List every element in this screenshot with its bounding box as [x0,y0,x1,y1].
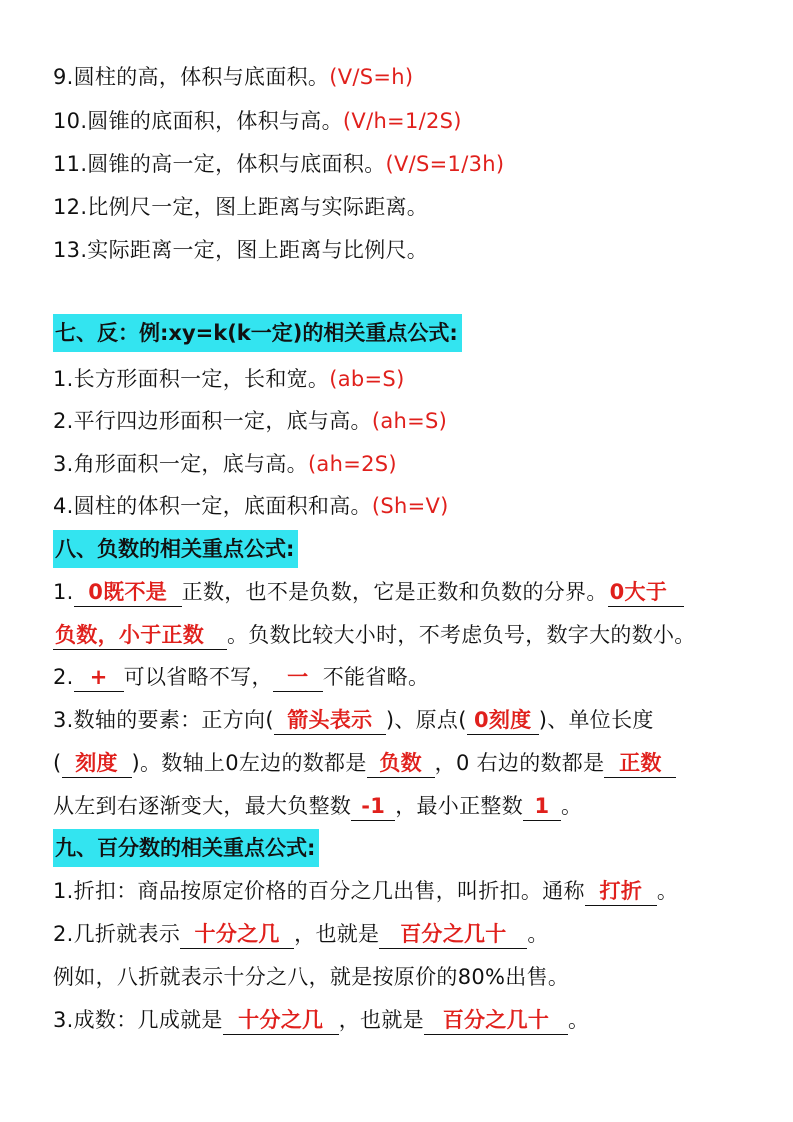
item-text: 3.成数：几成就是 [53,1008,223,1032]
answer-blank: 十分之几 [180,920,294,949]
answer-blank: + [74,663,124,692]
item-text: 10.圆锥的底面积，体积与高。 [53,109,343,133]
answer-blank: 一 [273,663,323,692]
item-formula: (ah=S) [371,409,448,433]
item-text: 。 [527,922,549,946]
list-item [53,192,428,222]
item-formula: (V/h=1/2S) [342,109,462,133]
item-text: )。数轴上0左边的数都是 [131,751,367,775]
item-text: ，最小正整数 [395,794,524,818]
item-formula: (Sh=V) [371,494,449,518]
item-text: ，0 右边的数都是 [434,751,605,775]
item-text: 。 [561,794,583,818]
list-item [53,577,684,607]
item-text: ( [53,751,62,775]
list-item [53,235,428,265]
item-text: 1.折扣：商品按原定价格的百分之几出售，叫折扣。通称 [53,879,585,903]
list-item [53,919,549,949]
answer-blank: 打折 [585,877,657,906]
list-item [53,449,397,479]
item-text: 可以省略不写， [123,665,273,689]
item-number: 1. [53,580,74,604]
list-item-continued [53,620,696,650]
answer-blank: 十分之几 [223,1006,339,1035]
answer-blank: 百分之几十 [379,920,527,949]
item-text: 3.数轴的要素：正方向( [53,708,274,732]
list-item [53,705,654,735]
list-item [53,62,413,92]
answer-blank: 1 [523,792,561,821]
section-heading-negative: 八、负数的相关重点公式: [53,530,298,568]
item-text: ，也就是 [338,1008,424,1032]
section-heading-inverse: 七、反：例:xy=k(k一定)的相关重点公式: [53,314,462,352]
answer-blank: 0大于 [608,578,684,607]
item-text: 。负数比较大小时，不考虑负号，数字大的数小。 [227,623,696,647]
list-item-continued [53,748,676,778]
item-text: 12.比例尺一定，图上距离与实际距离。 [53,195,429,219]
list-item [53,876,678,906]
example-line: 例如，八折就表示十分之八，就是按原价的80%出售。 [53,965,570,989]
answer-blank: 负数 [367,749,435,778]
item-formula: (ah=2S) [307,452,397,476]
item-text: 2.几折就表示 [53,922,181,946]
answer-blank: 正数 [604,749,676,778]
item-text: 。 [656,879,679,903]
answer-blank: 箭头表示 [274,706,386,735]
item-formula: (V/S=1/3h) [385,152,505,176]
answer-blank: 负数，小于正数 [53,621,227,650]
item-text: 不能省略。 [322,665,430,689]
answer-blank: -1 [351,792,395,821]
list-item [53,106,462,136]
item-text: )、原点( [385,708,467,732]
item-text: 13.实际距离一定，图上距离与比例尺。 [53,238,429,262]
list-item [53,149,504,179]
item-formula: (V/S=h) [329,65,414,89]
item-text: 1.长方形面积一定，长和宽。 [53,367,330,391]
item-text: 。 [567,1008,590,1032]
list-item [53,491,449,521]
item-number: 2. [53,665,74,689]
list-item [53,406,447,436]
list-item [53,662,429,692]
item-formula: (ab=S) [329,367,405,391]
answer-blank: 0既不是 [74,578,182,607]
item-text: ，也就是 [294,922,380,946]
list-item [53,364,405,394]
item-text: 2.平行四边形面积一定，底与高。 [53,409,372,433]
list-item-continued [53,791,582,821]
section-heading-percent: 九、百分数的相关重点公式: [53,829,319,867]
item-text: 从左到右逐渐变大，最大负整数 [53,794,352,818]
item-text: 3.角形面积一定，底与高。 [53,452,308,476]
item-text: 4.圆柱的体积一定，底面积和高。 [53,494,372,518]
item-text: 正数，也不是负数，它是正数和负数的分界。 [181,580,608,604]
item-text: 11.圆锥的高一定，体积与底面积。 [53,152,386,176]
answer-blank: 0刻度 [467,706,539,735]
list-item [53,1005,589,1035]
answer-blank: 百分之几十 [424,1006,568,1035]
answer-blank: 刻度 [62,749,132,778]
item-text: )、单位长度 [538,708,654,732]
item-text: 9.圆柱的高，体积与底面积。 [53,65,330,89]
